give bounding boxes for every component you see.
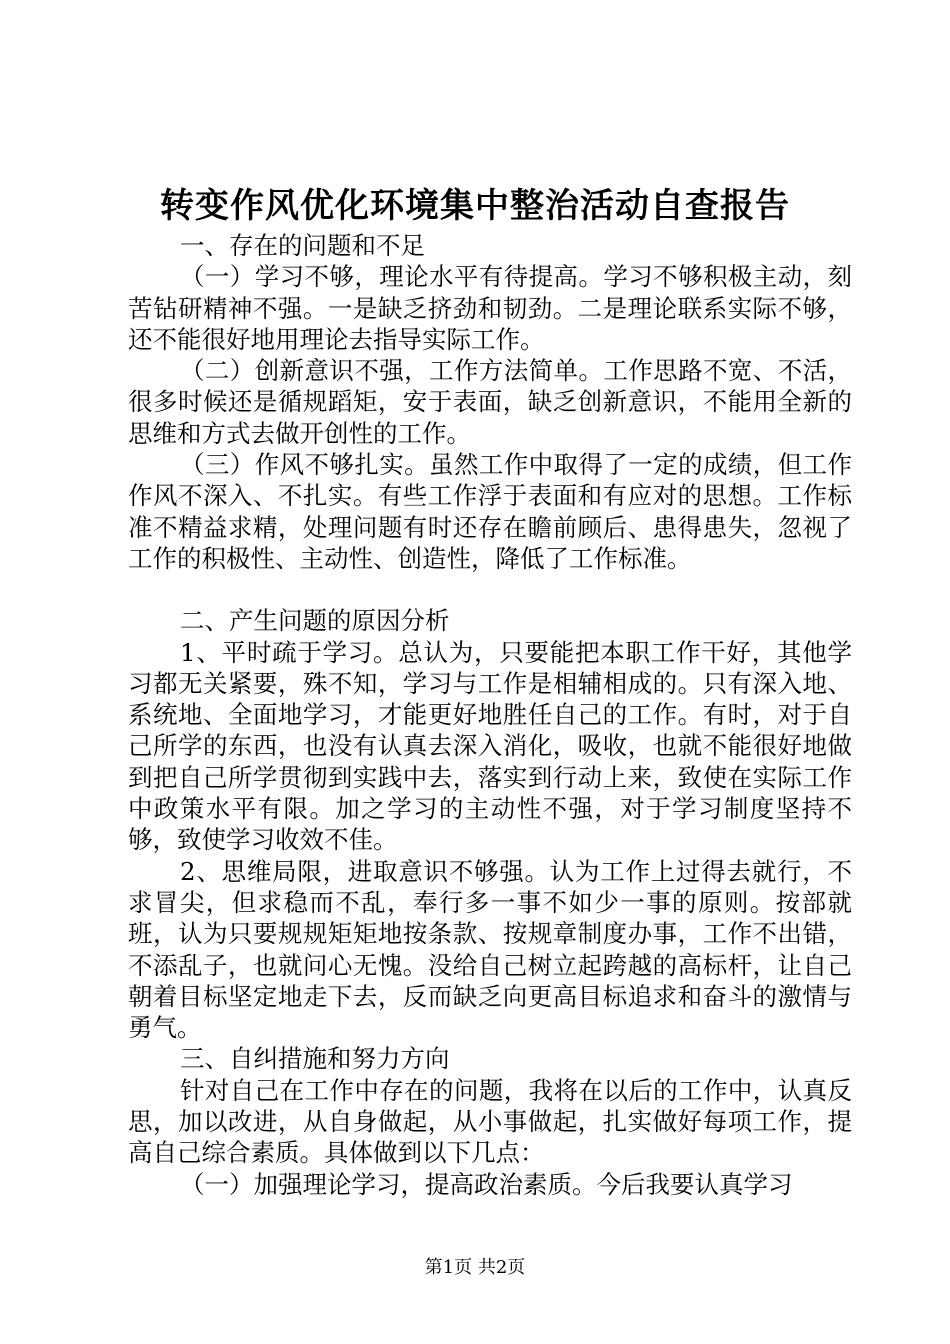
paragraph-3-2: （一）加强理论学习，提高政治素质。今后我要认真学习 [180, 1169, 793, 1199]
section-heading-3: 三、自纠措施和努力方向 [180, 1044, 450, 1074]
page-footer: 第1页 共2页 [424, 1257, 526, 1278]
document-title: 转变作风优化环境集中整治活动自查报告 [160, 186, 790, 226]
paragraph-1-1: （一）学习不够，理论水平有待提高。学习不够积极主动，刻苦钻研精神不强。一是缺乏挤劲和韧劲。二是理论联系实际不够，还不能很好地用理论去指导实际工作。 [128, 262, 852, 354]
paragraph-2-2: 2、思维局限，进取意识不够强。认为工作上过得去就行，不求冒尖，但求稳而不乱，奉行多一事不如少一事的原则。按部就班，认为只要规规矩矩地按条款、按规章制度办事，工作不出错，不添乱子，也就问心无愧。没给自己树立起跨越的高标杆，让自己朝着目标坚定地走下去，反而缺乏向更高目标追求和奋斗的激情与勇气。 [128, 856, 852, 1043]
blank-line [128, 574, 852, 605]
paragraph-2-1: 1、平时疏于学习。总认为，只要能把本职工作干好，其他学习都无关紧要，殊不知，学习与工作是相辅相成的。只有深入地、系统地、全面地学习，才能更好地胜任自己的工作。有时，对于自己所学的东西，也没有认真去深入消化，吸收，也就不能很好地做到把自己所学贯彻到实践中去，落实到行动上来，致使在实际工作中政策水平有限。加之学习的主动性不强，对于学习制度坚持不够，致使学习收效不佳。 [128, 637, 852, 855]
document-body [128, 230, 852, 1200]
paragraph-1-3: （三）作风不够扎实。虽然工作中取得了一定的成绩，但工作作风不深入、不扎实。有些工作浮于表面和有应对的思想。工作标准不精益求精，处理问题有时还存在瞻前顾后、患得患失，忽视了工作的积极性、主动性、创造性，降低了工作标准。 [128, 450, 852, 573]
paragraph-3-1: 针对自己在工作中存在的问题，我将在以后的工作中，认真反思，加以改进，从自身做起，从小事做起，扎实做好每项工作，提高自己综合素质。具体做到以下几点： [128, 1075, 852, 1168]
paragraph-1-2: （二）创新意识不强，工作方法简单。工作思路不宽、不活，很多时候还是循规蹈矩，安于表面，缺乏创新意识，不能用全新的思维和方式去做开创性的工作。 [128, 356, 852, 448]
section-heading-1: 一、存在的问题和不足 [180, 231, 425, 260]
section-heading-2: 二、产生问题的原因分析 [180, 606, 450, 636]
